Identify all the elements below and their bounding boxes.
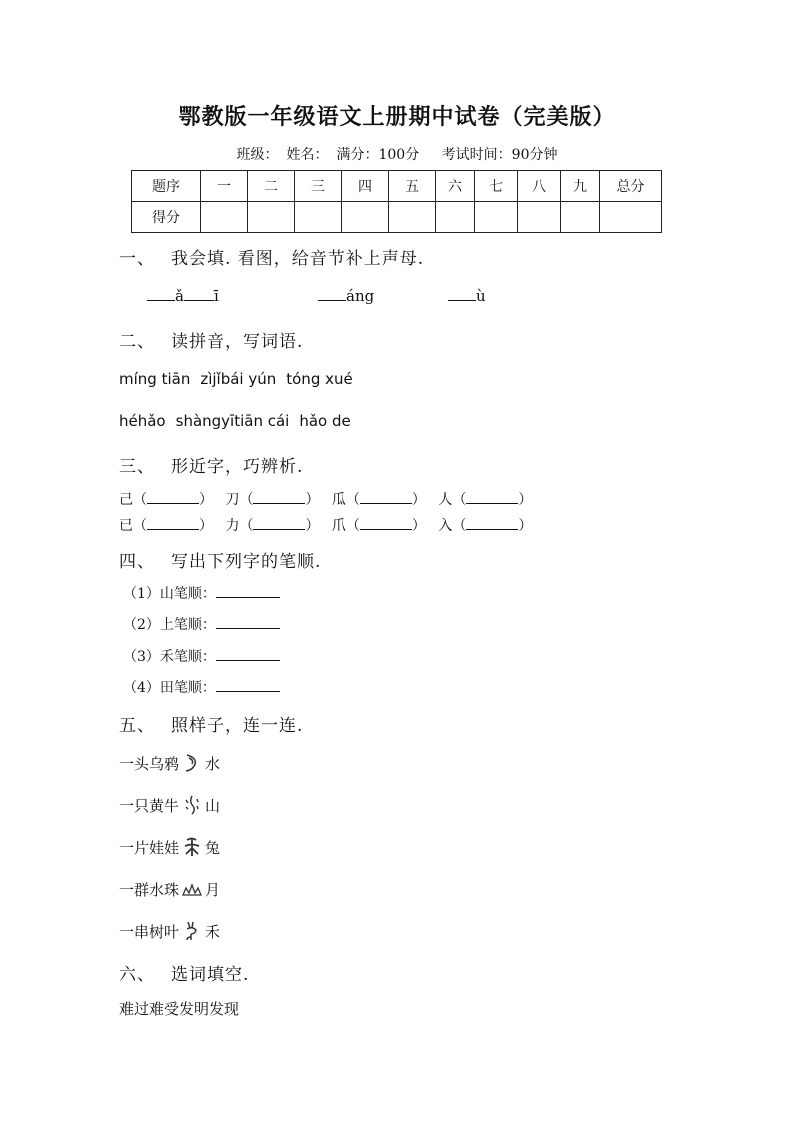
score-header-cell: 五 — [389, 171, 436, 202]
q1-item-3 — [448, 287, 486, 305]
stroke-order-item — [123, 677, 280, 697]
char-item — [225, 515, 319, 535]
paren: （ — [452, 518, 467, 534]
moon-glyph-icon — [181, 752, 203, 774]
rabbit-glyph-icon — [181, 920, 203, 942]
paren: （ — [133, 518, 147, 534]
score-header-cell: 八 — [518, 171, 561, 202]
section-text: 读拼音，写词语. — [171, 332, 304, 352]
char: 刀 — [225, 492, 240, 508]
char: 力 — [225, 518, 240, 534]
char: 己 — [119, 492, 133, 508]
section-text: 写出下列字的笔顺. — [171, 552, 322, 572]
q1-final: ǎ — [175, 287, 184, 305]
stroke-order-label: （2）上笔顺： — [123, 617, 216, 633]
match-row[interactable] — [119, 752, 220, 774]
score-cell[interactable] — [475, 202, 518, 233]
score-header-cell: 题序 — [132, 171, 201, 202]
score-cell[interactable] — [201, 202, 248, 233]
q1-item-1 — [147, 287, 219, 305]
stroke-order-label: （3）禾笔顺： — [123, 649, 216, 665]
answer-blank[interactable] — [448, 299, 476, 301]
paren: ） — [199, 518, 213, 534]
answer-blank[interactable] — [360, 502, 412, 504]
answer-blank[interactable] — [466, 528, 518, 530]
char-item — [332, 489, 426, 509]
paren: （ — [345, 492, 360, 508]
section-2-heading — [119, 327, 303, 352]
score-table — [131, 170, 662, 233]
paren: （ — [452, 492, 467, 508]
match-right: 兔 — [205, 838, 221, 857]
score-header-cell: 总分 — [600, 171, 662, 202]
score-header-cell: 一 — [201, 171, 248, 202]
section-text: 我会填. 看图，给音节补上声母. — [171, 249, 425, 269]
score-header-cell: 四 — [342, 171, 389, 202]
paren: ） — [518, 518, 533, 534]
section-number: 三、 — [119, 457, 155, 477]
answer-blank[interactable] — [216, 627, 280, 629]
score-row-label: 得分 — [132, 202, 201, 233]
q1-final: ī — [213, 287, 219, 305]
pinyin-word: zìjǐbái yún — [200, 370, 277, 388]
mountain-glyph-icon — [181, 878, 203, 900]
char-item — [225, 489, 319, 509]
section-number: 四、 — [119, 552, 155, 572]
match-row[interactable] — [119, 794, 220, 816]
char-item — [438, 515, 532, 535]
answer-blank[interactable] — [147, 299, 175, 301]
section-5-heading — [119, 711, 303, 736]
section-3-heading — [119, 452, 303, 477]
answer-blank[interactable] — [147, 528, 199, 530]
score-cell[interactable] — [436, 202, 475, 233]
match-left: 一群水珠 — [119, 880, 180, 899]
answer-blank[interactable] — [216, 596, 280, 598]
answer-blank[interactable] — [318, 299, 346, 301]
match-left: 一串树叶 — [119, 922, 180, 941]
score-cell[interactable] — [248, 202, 295, 233]
section-6-heading — [119, 960, 249, 985]
char: 人 — [438, 492, 453, 508]
score-cell[interactable] — [295, 202, 342, 233]
score-cell[interactable] — [389, 202, 436, 233]
paren: ） — [305, 492, 320, 508]
score-header-cell: 六 — [436, 171, 475, 202]
answer-blank[interactable] — [253, 528, 305, 530]
paren: （ — [239, 518, 254, 534]
pinyin-word: tóng xué — [286, 370, 353, 388]
page-title: 鄂教版一年级语文上册期中试卷（完美版） — [178, 104, 616, 130]
answer-blank[interactable] — [184, 299, 214, 301]
pinyin-word: shàngyītiān cái — [175, 412, 290, 430]
answer-blank[interactable] — [147, 502, 199, 504]
char-row-2 — [119, 515, 540, 535]
score-table-row — [132, 202, 662, 233]
stroke-order-item — [123, 583, 280, 603]
name-label: 姓名： — [286, 147, 329, 163]
score-cell[interactable] — [518, 202, 561, 233]
answer-blank[interactable] — [253, 502, 305, 504]
water-glyph-icon — [181, 794, 203, 816]
paren: ） — [411, 518, 426, 534]
section-1-heading — [119, 244, 424, 269]
pinyin-word: míng tiān — [119, 370, 191, 388]
match-left: 一头乌鸦 — [119, 754, 180, 773]
score-header-cell: 二 — [248, 171, 295, 202]
paren: ） — [518, 492, 533, 508]
match-right: 禾 — [205, 922, 221, 941]
char: 瓜 — [331, 492, 346, 508]
word-bank: 难过难受发明发现 — [119, 1000, 240, 1018]
char: 已 — [119, 518, 133, 534]
stroke-order-item — [123, 646, 280, 666]
section-number: 五、 — [119, 716, 155, 736]
char-item — [332, 515, 426, 535]
match-right: 山 — [205, 796, 221, 815]
match-row[interactable] — [119, 878, 220, 900]
section-text: 形近字，巧辨析. — [171, 457, 304, 477]
answer-blank[interactable] — [216, 659, 280, 661]
paren: ） — [305, 518, 320, 534]
match-left: 一片娃娃 — [119, 838, 180, 857]
score-header-cell: 三 — [295, 171, 342, 202]
score-header-cell: 九 — [561, 171, 600, 202]
char-row-1 — [119, 489, 540, 509]
score-cell[interactable] — [561, 202, 600, 233]
score-table-header — [132, 171, 662, 202]
full-score: 满分：100分 — [336, 147, 420, 163]
class-label: 班级： — [236, 147, 279, 163]
exam-time: 考试时间：90分钟 — [441, 147, 558, 163]
section-4-heading — [119, 547, 321, 572]
grain-glyph-icon — [181, 836, 203, 858]
char-item — [438, 489, 532, 509]
score-header-cell: 七 — [475, 171, 518, 202]
section-number: 二、 — [119, 332, 155, 352]
answer-blank[interactable] — [466, 502, 518, 504]
paren: （ — [345, 518, 360, 534]
match-left: 一只黄牛 — [119, 796, 180, 815]
paren: ） — [199, 492, 213, 508]
section-number: 一、 — [119, 249, 155, 269]
match-row[interactable] — [119, 836, 220, 858]
char-item — [119, 515, 213, 535]
stroke-order-item — [123, 614, 280, 634]
match-right: 水 — [205, 754, 221, 773]
score-cell[interactable] — [600, 202, 662, 233]
char: 入 — [438, 518, 453, 534]
char: 爪 — [331, 518, 346, 534]
pinyin-row-2 — [119, 412, 361, 430]
pinyin-row-1 — [119, 370, 363, 388]
section-text: 照样子，连一连. — [171, 716, 304, 736]
section-number: 六、 — [119, 965, 155, 985]
section-text: 选词填空. — [171, 965, 250, 985]
exam-info — [0, 144, 794, 164]
answer-blank[interactable] — [216, 690, 280, 692]
score-cell[interactable] — [342, 202, 389, 233]
stroke-order-label: （1）山笔顺： — [123, 586, 216, 602]
paren: （ — [239, 492, 254, 508]
q1-final: áng — [346, 287, 375, 305]
paren: （ — [133, 492, 147, 508]
pinyin-word: héhǎo — [119, 412, 166, 430]
char-item — [119, 489, 213, 509]
q1-item-2 — [318, 287, 374, 305]
match-right: 月 — [205, 880, 221, 899]
match-row[interactable] — [119, 920, 220, 942]
paren: ） — [411, 492, 426, 508]
stroke-order-label: （4）田笔顺： — [123, 680, 216, 696]
q1-final: ù — [476, 287, 486, 305]
answer-blank[interactable] — [360, 528, 412, 530]
pinyin-word: hǎo de — [299, 412, 351, 430]
